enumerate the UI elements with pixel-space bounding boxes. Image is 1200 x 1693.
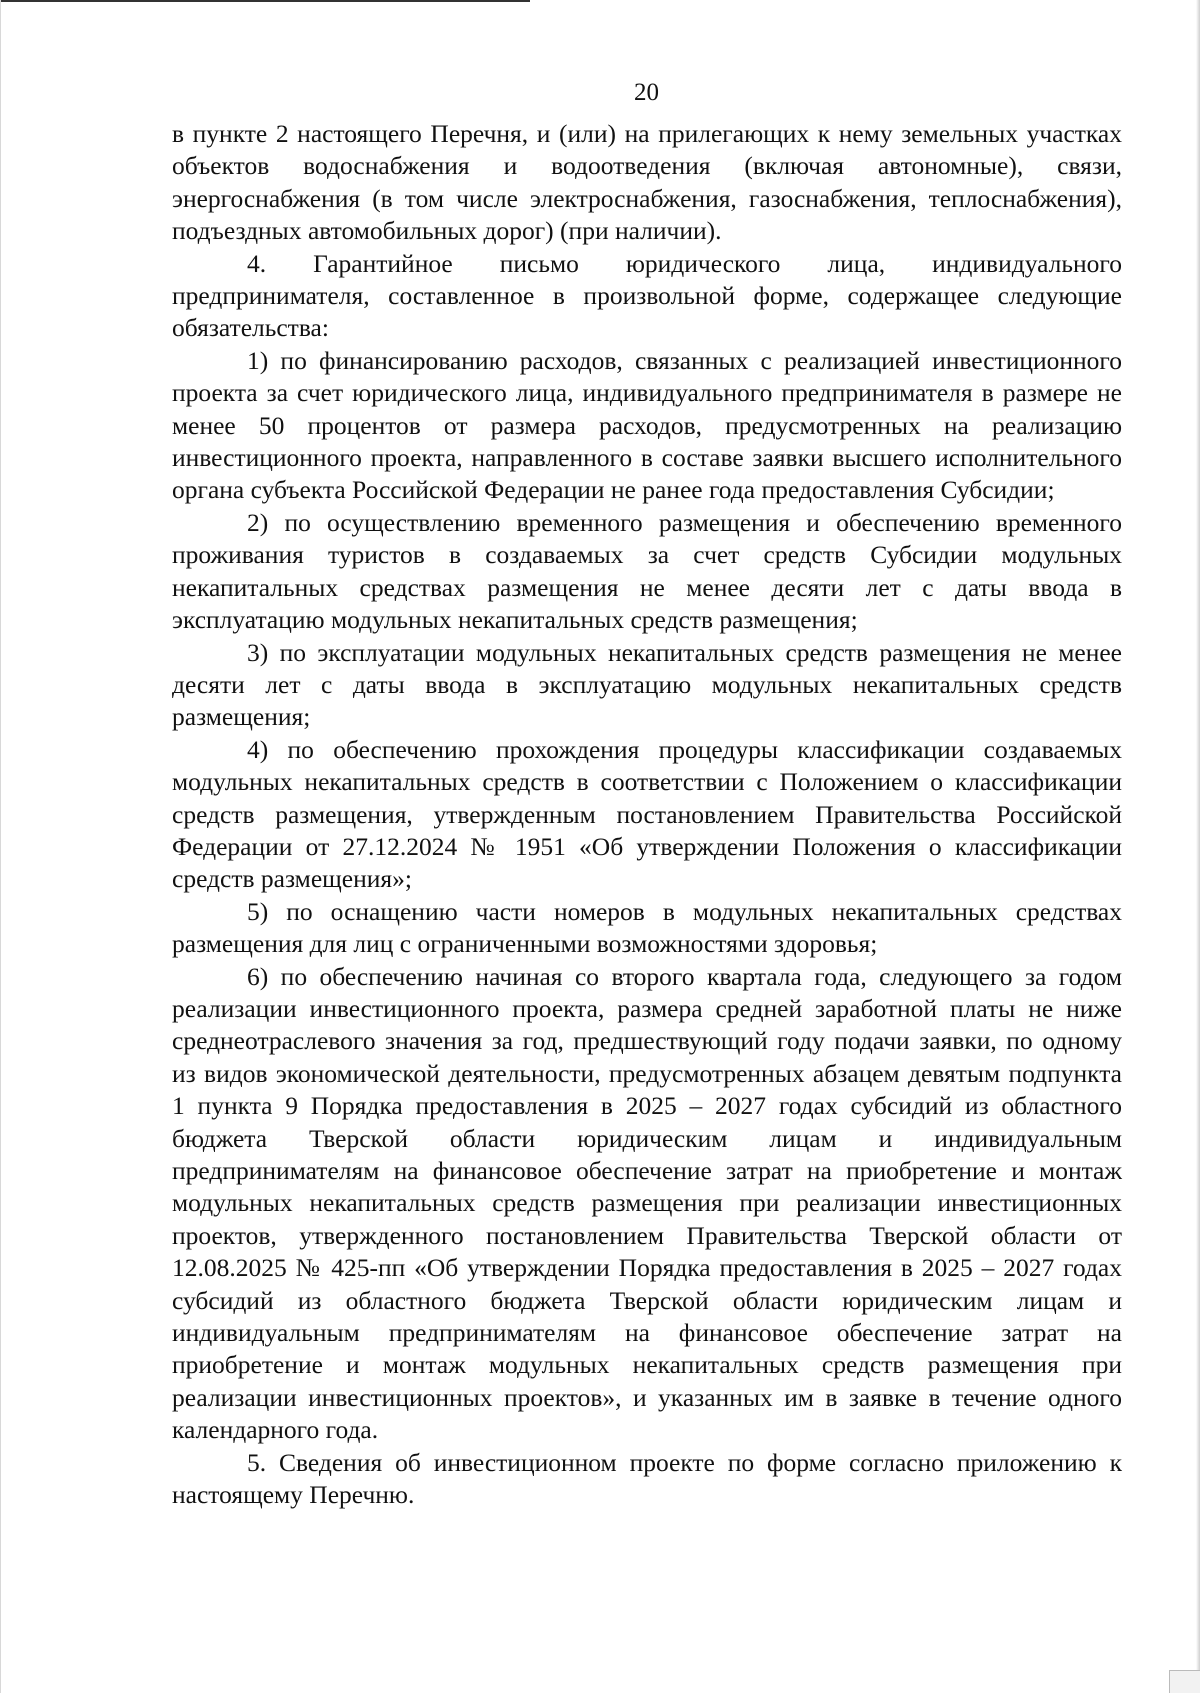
paragraph-obligation-2: 2) по осуществлению временного размещения и обеспечению временного проживания туристов в создаваемых за счет средств Субсидии модульных некапитальных средствах размещения не менее десяти лет с даты ввода в эксплуатацию модульных некапитальных средств размещения; bbox=[172, 507, 1122, 635]
scan-edge-right bbox=[1196, 0, 1200, 1693]
paragraph-obligation-1: 1) по финансированию расходов, связанных с реализацией инвестиционного проекта за счет юридического лица, индивидуального предпринимателя в размере не менее 50 процентов от размера расходов, предусмотренных на реализацию инвестиционного проекта, направленного в составе заявки высшего исполнительного органа субъекта Российской Федерации не ранее года предоставления Субсидии; bbox=[172, 345, 1122, 505]
scan-edge-top bbox=[0, 0, 530, 2]
paragraph-obligation-5: 5) по оснащению части номеров в модульных некапитальных средствах размещения для лиц с ограниченными возможностями здоровья; bbox=[172, 896, 1122, 959]
paragraph-continuation: в пункте 2 настоящего Перечня, и (или) на прилегающих к нему земельных участках объектов водоснабжения и водоотведения (включая автономные), связи, энергоснабжения (в том числе электроснабжения, газоснабжения, теплоснабжения), подъездных автомобильных дорог) (при наличии). bbox=[172, 119, 1122, 246]
paragraph-obligation-3: 3) по эксплуатации модульных некапитальных средств размещения не менее десяти лет с даты ввода в эксплуатацию модульных некапитальных средств размещения; bbox=[172, 637, 1122, 732]
paragraph-item-5: 5. Сведения об инвестиционном проекте по форме согласно приложению к настоящему Перечню. bbox=[172, 1447, 1122, 1510]
paragraph-obligation-6: 6) по обеспечению начиная со второго квартала года, следующего за годом реализации инвестиционного проекта, размера средней заработной платы не ниже среднеотраслевого значения за год, предшествующий году подачи заявки, по одному из видов экономической деятельности, предусмотренных абзацем девятым подпункта 1 пункта 9 Порядка предоставления в 2025 – 2027 годах субсидий из областного бюджета Тверской области юридическим лицам и индивидуальным предпринимателям на финансовое обеспечение затрат на приобретение и монтаж модульных некапитальных средств размещения при реализации инвестиционных проектов, утвержденного постановлением Правительства Тверской области от 12.08.2025 № 425-пп «Об утверждении Порядка предоставления в 2025 – 2027 годах субсидий из областного бюджета Тверской области юридическим лицам и индивидуальным предпринимателям на финансовое обеспечение затрат на приобретение и монтаж модульных некапитальных средств размещения при реализации инвестиционных проектов», и указанных им в заявке в течение одного календарного года. bbox=[172, 961, 1122, 1445]
scan-edge-left bbox=[0, 0, 1, 1693]
scan-corner-bottom-right bbox=[1169, 1670, 1200, 1693]
paragraph-item-4: 4. Гарантийное письмо юридического лица, индивидуального предпринимателя, составленное в произвольной форме, содержащее следующие обязательства: bbox=[172, 248, 1122, 343]
document-body bbox=[172, 118, 1122, 1511]
page-number: 20 bbox=[634, 79, 659, 106]
paragraph-obligation-4: 4) по обеспечению прохождения процедуры классификации создаваемых модульных некапитальных средств в соответствии с Положением о классификации средств размещения, утвержденным постановлением Правительства Российской Федерации от 27.12.2024 № 1951 «Об утверждении Положения о классификации средств размещения»; bbox=[172, 734, 1122, 894]
